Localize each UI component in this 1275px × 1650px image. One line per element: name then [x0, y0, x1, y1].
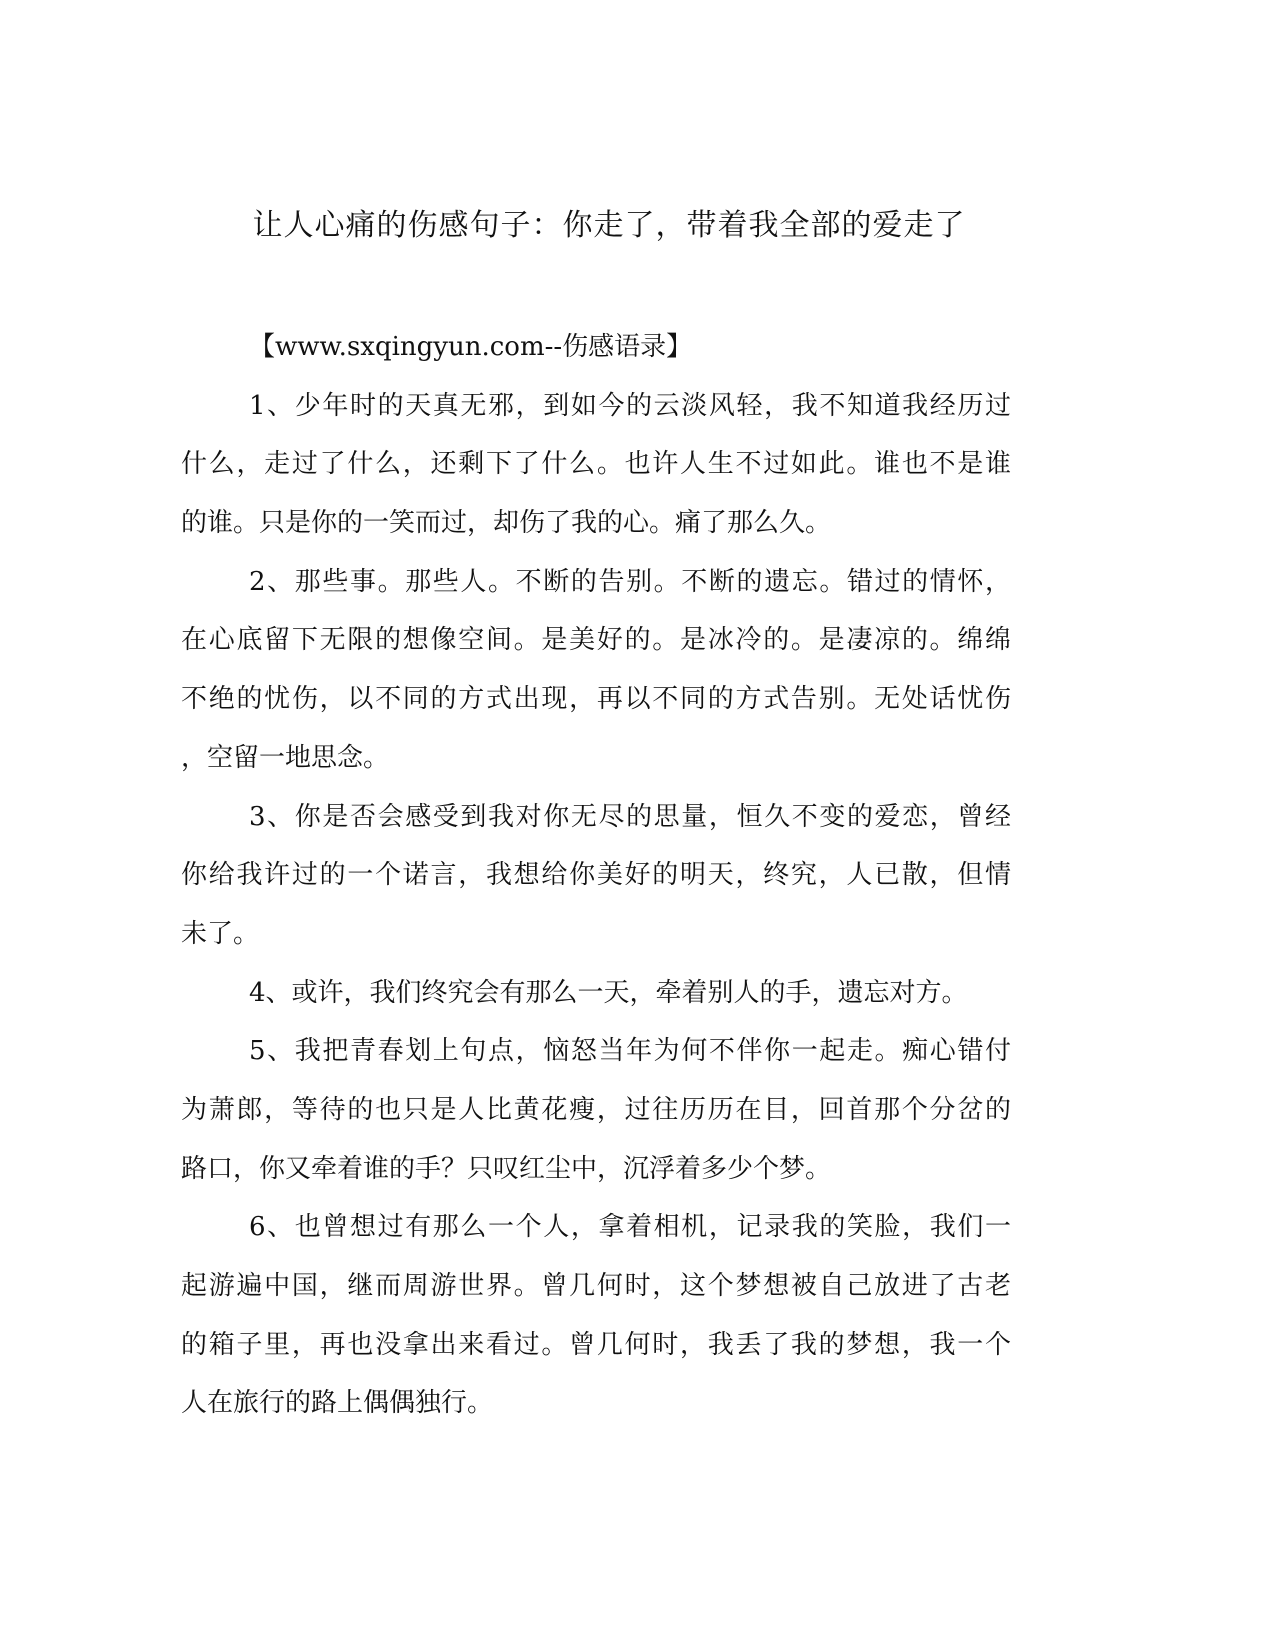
- paragraph-line: 的箱子里，再也没拿出来看过。曾几何时，我丢了我的梦想，我一个: [181, 1329, 1011, 1360]
- paragraph-line: 的谁。只是你的一笑而过，却伤了我的心。痛了那么久。: [181, 508, 832, 539]
- document-body: [181, 318, 1011, 1433]
- paragraph-line: 为萧郎，等待的也只是人比黄花瘦，过往历历在目，回首那个分岔的: [181, 1094, 1011, 1125]
- paragraph-line: 1、少年时的天真无邪，到如今的云淡风轻，我不知道我经历过: [249, 390, 1011, 421]
- paragraph-line: 在心底留下无限的想像空间。是美好的。是冰冷的。是凄凉的。绵绵: [181, 625, 1011, 656]
- source-line: 【www.sxqingyun.com--伤感语录】: [249, 332, 693, 362]
- paragraph-line: 6、也曾想过有那么一个人，拿着相机，记录我的笑脸，我们一: [249, 1212, 1011, 1243]
- paragraph-line: 人在旅行的路上偶偶独行。: [181, 1388, 494, 1419]
- paragraph-2: [181, 553, 1011, 788]
- paragraph-line: 路口，你又牵着谁的手？只叹红尘中，沉浮着多少个梦。: [181, 1153, 832, 1184]
- paragraph-line: 4、或许，我们终究会有那么一天，牵着别人的手，遗忘对方。: [249, 977, 968, 1008]
- paragraph-1: [181, 377, 1011, 553]
- paragraph-3: [181, 788, 1011, 964]
- paragraph-list: [181, 377, 1011, 1433]
- paragraph-line: 起游遍中国，继而周游世界。曾几何时，这个梦想被自己放进了古老: [181, 1271, 1011, 1301]
- document-title: 让人心痛的伤感句子：你走了，带着我全部的爱走了: [252, 208, 966, 243]
- paragraph-line: 5、我把青春划上句点，恼怒当年为何不伴你一起走。痴心错付: [249, 1036, 1011, 1067]
- paragraph-6: [181, 1198, 1011, 1433]
- paragraph-5: [181, 1022, 1011, 1198]
- paragraph-line: 3、你是否会感受到我对你无尽的思量，恒久不变的爱恋，曾经: [249, 801, 1011, 832]
- paragraph-line: 你给我许过的一个诺言，我想给你美好的明天，终究，人已散，但情: [181, 860, 1011, 891]
- paragraph-line: 不绝的忧伤，以不同的方式出现，再以不同的方式告别。无处话忧伤: [181, 684, 1011, 715]
- paragraph-line: 2、那些事。那些人。不断的告别。不断的遗忘。错过的情怀，: [249, 566, 1011, 597]
- paragraph-line: ，空留一地思念。: [181, 742, 390, 773]
- paragraph-4: [181, 964, 1011, 1023]
- paragraph-line: 什么，走过了什么，还剩下了什么。也许人生不过如此。谁也不是谁: [181, 449, 1011, 480]
- paragraph-line: 未了。: [181, 918, 260, 949]
